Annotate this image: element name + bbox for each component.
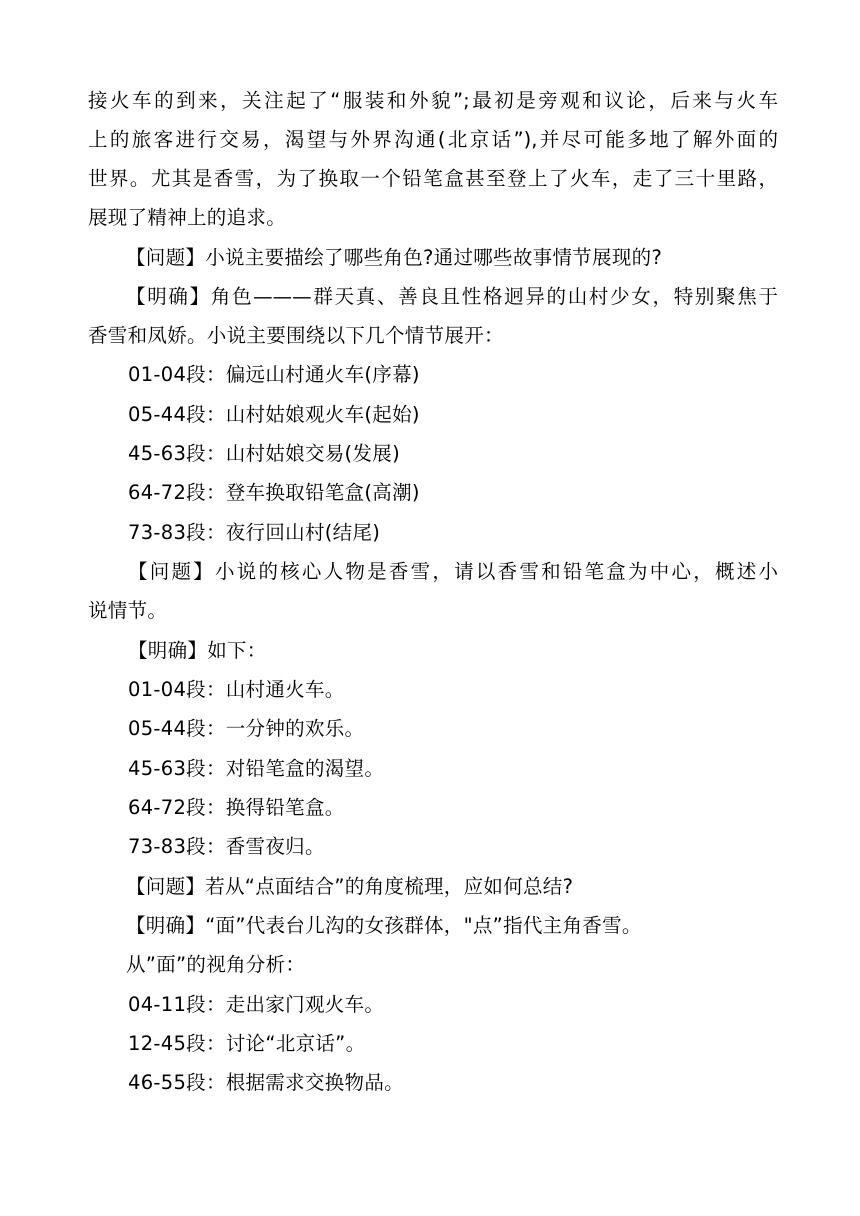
q2-item-1: 01-04段：山村通火车。 (128, 678, 345, 701)
q1-item-5: 73-83段：夜行回山村(结尾) (128, 521, 381, 544)
intro-line-1: 接火车的到来，关注起了“服装和外貌”;最初是旁观和议论，后来与火车 (88, 89, 778, 112)
intro-line-4: 展现了精神上的追求。 (88, 206, 287, 229)
q3-item-3: 46-55段：根据需求交换物品。 (128, 1071, 404, 1094)
q3-question: 【问题】若从“点面结合”的角度梳理，应如何总结? (126, 875, 574, 898)
q2-item-3: 45-63段：对铅笔盒的渴望。 (128, 757, 385, 780)
q1-answer-line-1: 【明确】角色———群天真、善良且性格迥异的山村少女，特别聚焦于 (126, 285, 778, 308)
intro-line-3: 世界。尤其是香雪，为了换取一个铅笔盒甚至登上了火车，走了三十里路， (88, 167, 778, 190)
q3-item-1: 04-11段：走出家门观火车。 (128, 993, 385, 1016)
q2-answer: 【明确】如下： (128, 639, 267, 662)
q1-item-1: 01-04段：偏远山村通火车(序幕) (128, 363, 420, 386)
q1-item-4: 64-72段：登车换取铅笔盒(高潮) (128, 481, 420, 504)
q3-subheading: 从”面”的视角分析： (126, 953, 306, 976)
q1-question: 【问题】小说主要描绘了哪些角色?通过哪些故事情节展现的? (126, 246, 663, 269)
q2-item-2: 05-44段：一分钟的欢乐。 (128, 717, 365, 740)
q1-answer-line-2: 香雪和凤娇。小说主要围绕以下几个情节展开： (88, 324, 504, 347)
q1-item-2: 05-44段：山村姑娘观火车(起始) (128, 403, 420, 426)
q2-question-line-1: 【问题】小说的核心人物是香雪，请以香雪和铅笔盒为中心，概述小 (128, 560, 778, 583)
q3-item-2: 12-45段：讨论“北京话”。 (128, 1032, 366, 1055)
q2-question-line-2: 说情节。 (88, 599, 168, 622)
q2-item-5: 73-83段：香雪夜归。 (128, 835, 325, 858)
q1-item-3: 45-63段：山村姑娘交易(发展) (128, 442, 400, 465)
intro-line-2: 上的旅客进行交易，渴望与外界沟通(北京话”),并尽可能多地了解外面的 (88, 128, 778, 151)
q2-item-4: 64-72段：换得铅笔盒。 (128, 796, 345, 819)
q3-answer: 【明确】“面”代表台儿沟的女孩群体，"点”指代主角香雪。 (126, 914, 642, 937)
